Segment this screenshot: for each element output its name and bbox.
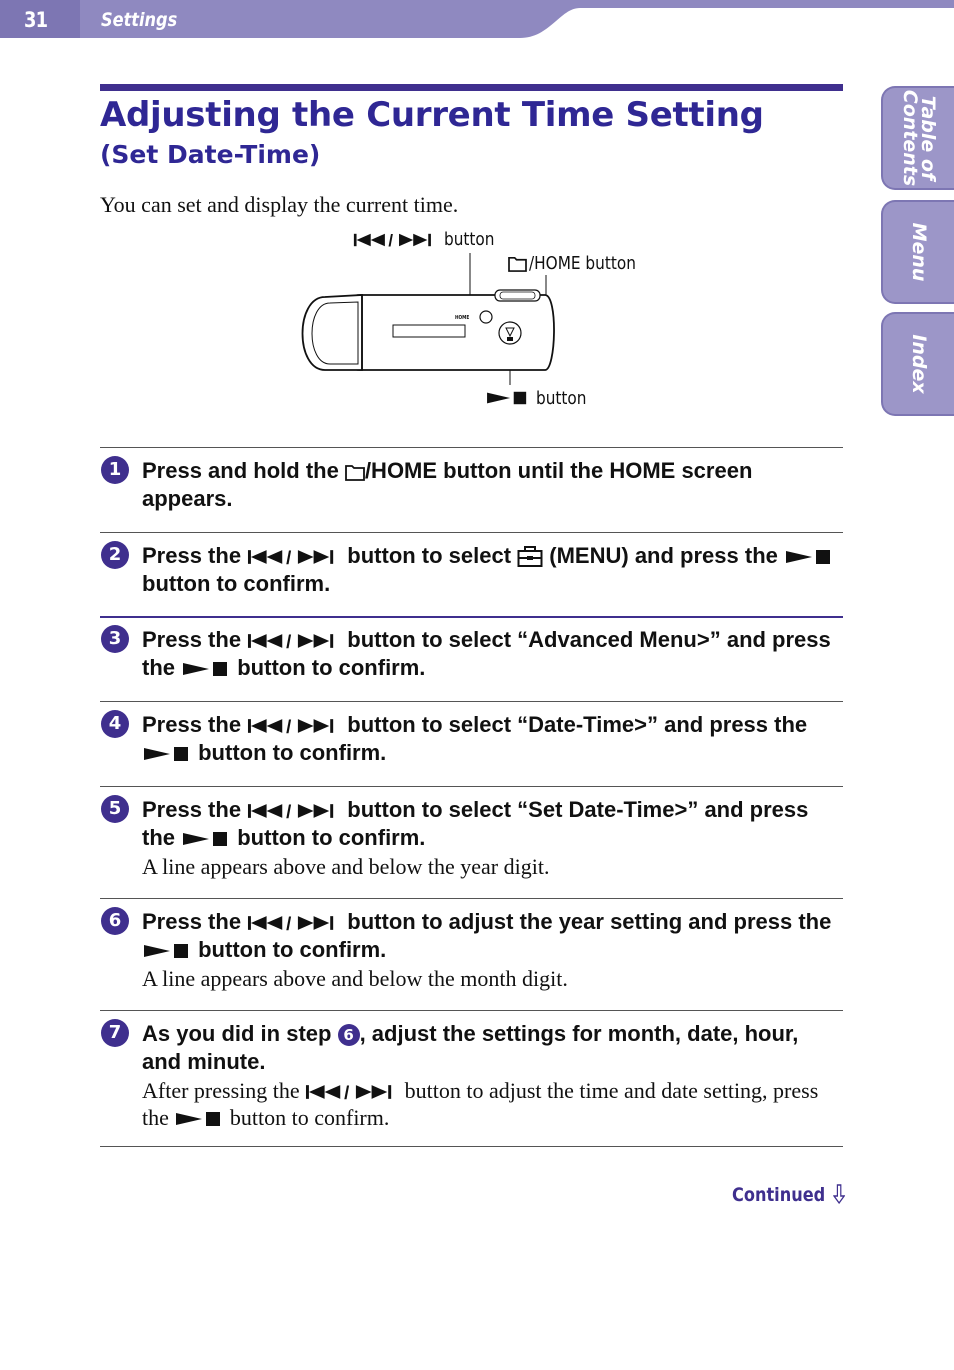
- tab-menu-label: Menu: [907, 222, 930, 282]
- play-stop-icon: [181, 830, 231, 848]
- step-note: A line appears above and below the year digit.: [142, 854, 550, 879]
- section-name: Settings: [101, 9, 178, 31]
- step-text: As you did in step 6 , adjust the settings for month, date, hour, and minute.: [142, 1021, 799, 1074]
- page-header: [0, 0, 954, 40]
- step-7: [100, 1010, 843, 1146]
- play-stop-icon: [142, 745, 192, 763]
- step-number: 1: [101, 456, 129, 484]
- step-number: 4: [101, 710, 129, 738]
- prev-next-icon: [247, 717, 341, 735]
- step-note: A line appears above and below the month digit.: [142, 966, 568, 991]
- folder-home-icon: [508, 255, 527, 272]
- play-stop-icon: [142, 942, 192, 960]
- down-arrow-icon: [833, 1184, 845, 1204]
- prev-next-icon: [247, 802, 341, 820]
- page-subtitle: (Set Date-Time): [100, 140, 321, 169]
- title-rule: [100, 84, 843, 91]
- step-number: 3: [101, 625, 129, 653]
- step-2: [100, 532, 843, 616]
- step-text: Press and hold the /HOME button until the HOME screen appears.: [142, 458, 753, 511]
- tab-toc-label: Table of Contents: [898, 89, 939, 187]
- tab-index-label: Index: [907, 334, 930, 394]
- play-stop-icon: [784, 548, 834, 566]
- step-text: Press the button to adjust the year setting and press the button to confirm.: [142, 909, 832, 962]
- prev-next-icon: [247, 914, 341, 932]
- menu-toolbox-icon: [517, 545, 543, 567]
- play-stop-icon: [181, 660, 231, 678]
- home-button-label: /HOME button: [529, 253, 636, 274]
- page-number: 31: [24, 8, 48, 32]
- step-text: Press the button to select “Date-Time>” and press the button to confirm.: [142, 712, 808, 765]
- step-5: [100, 786, 843, 898]
- steps-list: [100, 447, 843, 1147]
- step-reference-number: 6: [338, 1024, 360, 1046]
- step-number: 7: [101, 1019, 129, 1047]
- page-title: Adjusting the Current Time Setting: [100, 95, 764, 135]
- step-text: Press the button to select “Advanced Menu>” and press the button to confirm.: [142, 627, 831, 680]
- step-6: [100, 898, 843, 1010]
- step-text: Press the button to select (MENU) and press the button to confirm.: [142, 542, 843, 598]
- prev-next-icon: [247, 632, 341, 650]
- play-stop-icon: [485, 390, 530, 406]
- continued-link[interactable]: [732, 1184, 845, 1206]
- step-text: Press the button to select “Set Date-Time>” and press the button to confirm.: [142, 797, 809, 850]
- prev-next-icon: [247, 548, 341, 566]
- prev-next-icon: [353, 232, 438, 248]
- tab-index[interactable]: [881, 312, 954, 416]
- steps-bottom-rule: [100, 1146, 843, 1147]
- tab-menu[interactable]: [881, 200, 954, 304]
- skip-button-label: button: [444, 229, 495, 250]
- continued-label: Continued: [732, 1184, 826, 1206]
- play-button-label: button: [536, 388, 587, 409]
- intro-text: You can set and display the current time.: [100, 192, 459, 217]
- device-home-text: HOME: [455, 315, 470, 321]
- step-number: 5: [101, 795, 129, 823]
- folder-home-icon: [345, 463, 365, 481]
- step-4: [100, 701, 843, 786]
- play-stop-icon: [174, 1110, 224, 1128]
- step-1: [100, 447, 843, 532]
- step-number: 2: [101, 541, 129, 569]
- step-note: After pressing the button to adjust the time and date setting, press the button to confirm.: [142, 1078, 819, 1130]
- prev-next-icon: [305, 1083, 399, 1101]
- step-3: [100, 616, 843, 701]
- tab-table-of-contents[interactable]: [881, 86, 954, 190]
- device-diagram: [290, 225, 660, 420]
- step-number: 6: [101, 907, 129, 935]
